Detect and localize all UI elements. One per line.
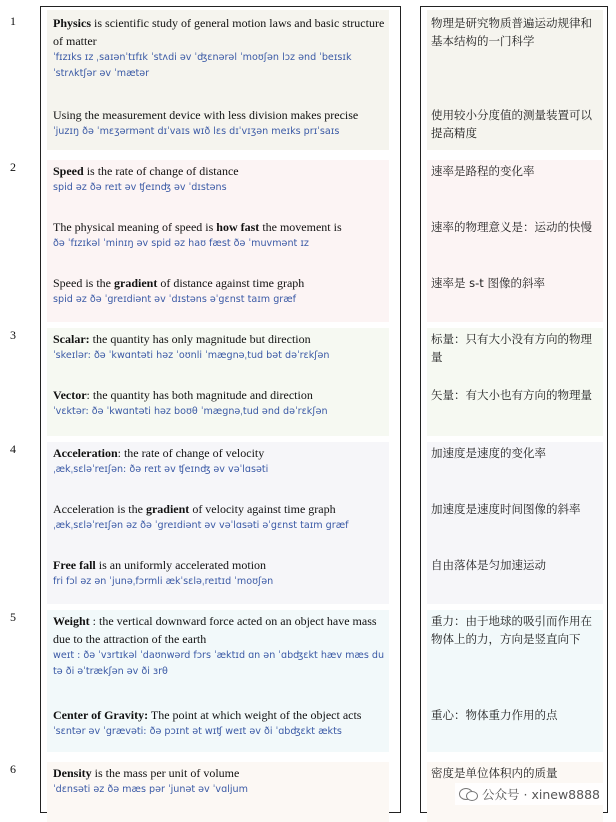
row-5-english-panel: [47, 610, 389, 752]
phonetic-transcription: ˌækˌsɛləˈreɪʃən: ðə reɪt əv ʧeɪnʤ əv vəˈlɑsəti: [53, 464, 269, 475]
row-2-english-panel: [47, 160, 389, 322]
chinese-text: 矢量：有大小也有方向的物理量: [431, 388, 592, 402]
phonetic-transcription: spid əz ðə reɪt əv ʧeɪnʤ əv ˈdɪstəns: [53, 182, 227, 193]
chinese-text: 速率是 s-t 图像的斜率: [431, 276, 545, 290]
chinese-text: 速率的物理意义是：运动的快慢: [431, 220, 592, 234]
entry-text: The physical meaning of speed is how fast the movement is: [53, 220, 342, 234]
entry-text: Free fall is an uniformly accelerated motion: [53, 558, 267, 572]
entry-4-1: [53, 444, 385, 478]
entry-3-2: [53, 386, 385, 420]
chinese-text: 重力：由于地球的吸引而作用在物体上的力，方向是竖直向下: [431, 614, 592, 646]
chinese-text: 密度是单位体积内的质量: [431, 766, 558, 780]
entry-text: Acceleration is the gradient of velocity against time graph: [53, 502, 336, 516]
row-4-chinese-panel: [427, 442, 603, 604]
entry-4-2: [53, 500, 385, 534]
row-number-5: 5: [10, 610, 16, 624]
entry-5-2: [53, 706, 385, 740]
phonetic-transcription: spid əz ðə ˈgreɪdiənt əv ˈdɪstəns əˈgɛnst taɪm græf: [53, 294, 297, 305]
entry-text: Center of Gravity: The point at which weight of the object acts: [53, 708, 362, 722]
entry-1-2: [53, 106, 385, 140]
row-number-3: 3: [10, 328, 16, 342]
row-number-4: 4: [10, 442, 16, 456]
entry-text: Speed is the gradient of distance against time graph: [53, 276, 305, 290]
row-5-chinese-panel: [427, 610, 603, 752]
phonetic-transcription: fri fɔl əz ən ˈjunəˌfɔrmli ækˈsɛləˌreɪtɪd ˈmoʊʃən: [53, 576, 274, 587]
row-6-english-panel: [47, 762, 389, 822]
chinese-text: 速率是路程的变化率: [431, 164, 535, 178]
chinese-text: 重心：物体重力作用的点: [431, 708, 558, 722]
phonetic-transcription: ˌækˌsɛləˈreɪʃən əz ðə ˈgreɪdiənt əv vəˈlɑsəti əˈgɛnst taɪm græf: [53, 520, 349, 531]
phonetic-transcription: ˈskeɪlər: ðə ˈkwɑntəti həz ˈoʊnli ˈmægnəˌtud bət dəˈrɛkʃən: [53, 350, 330, 361]
entry-text: Scalar: the quantity has only magnitude but direction: [53, 332, 311, 346]
chinese-column: [420, 6, 608, 813]
entry-2-3: [53, 274, 385, 308]
row-1-chinese-panel: [427, 10, 603, 150]
chinese-text: 自由落体是匀加速运动: [431, 558, 546, 572]
entry-text: Speed is the rate of change of distance: [53, 164, 239, 178]
phonetic-transcription: ˈvɛktər: ðə ˈkwɑntəti həz boʊθ ˈmægnəˌtud ənd dəˈrɛkʃən: [53, 406, 328, 417]
entry-3-1: [53, 330, 385, 364]
entry-4-3: [53, 556, 385, 590]
wechat-icon: [459, 787, 477, 801]
row-number-2: 2: [10, 160, 16, 174]
entry-text: Using the measurement device with less division makes precise: [53, 108, 359, 122]
chinese-text: 使用较小分度值的测量装置可以提高精度: [431, 108, 592, 140]
entry-6-1: [53, 764, 385, 798]
row-3-chinese-panel: [427, 328, 603, 436]
row-2-chinese-panel: [427, 160, 603, 322]
phonetic-transcription: ˈjuzɪŋ ðə ˈmɛʒərmənt dɪˈvaɪs wɪð lɛs dɪˈvɪʒən meɪks prɪˈsaɪs: [53, 126, 340, 137]
entry-2-2: [53, 218, 385, 252]
watermark: [455, 783, 604, 805]
chinese-text: 标量：只有大小没有方向的物理量: [431, 332, 592, 364]
phonetic-transcription: ˈdɛnsəti əz ðə mæs pər ˈjunət əv ˈvɑljum: [53, 784, 248, 795]
english-column: [40, 6, 401, 813]
watermark-text: 公众号 · xinew8888: [482, 787, 600, 802]
phonetic-transcription: ðə ˈfɪzɪkəl ˈminɪŋ əv spid əz haʊ fæst ðə ˈmuvmənt ɪz: [53, 238, 309, 249]
entry-5-1: [53, 612, 385, 680]
row-4-english-panel: [47, 442, 389, 604]
entry-text: Vector: the quantity has both magnitude and direction: [53, 388, 313, 402]
chinese-text: 物理是研究物质普遍运动规律和基本结构的一门科学: [431, 16, 592, 48]
row-3-english-panel: [47, 328, 389, 436]
phonetic-transcription: ˈsɛntər əv ˈgrævəti: ðə pɔɪnt ət wɪʧ weɪt əv ði ˈɑbʤɛkt ækts: [53, 726, 342, 737]
entry-text: Density is the mass per unit of volume: [53, 766, 240, 780]
phonetic-transcription: ˈfɪzɪks ɪz ˌsaɪənˈtɪfɪk ˈstʌdi əv ˈʤɛnərəl ˈmoʊʃən lɔz ənd ˈbeɪsɪk ˈstrʌktʃər əv ˈmætər: [53, 52, 352, 79]
chinese-text: 加速度是速度的变化率: [431, 446, 546, 460]
row-1-english-panel: [47, 10, 389, 150]
entry-text: Physics is scientific study of general motion laws and basic structure of matter: [53, 16, 385, 48]
row-number-1: 1: [10, 14, 16, 28]
phonetic-transcription: weɪt : ðə ˈvɜrtɪkəl ˈdaʊnwərd fɔrs ˈæktɪd ɑn ən ˈɑbʤɛkt hæv mæs du tə ði əˈtrækʃən əv ði ɜrθ: [53, 650, 385, 677]
entry-1-1: [53, 14, 385, 82]
row-number-6: 6: [10, 762, 16, 776]
entry-text: Weight : the vertical downward force acted on an object have mass due to the attraction of the earth: [53, 614, 377, 646]
entry-2-1: [53, 162, 385, 196]
chinese-text: 加速度是速度时间图像的斜率: [431, 502, 581, 516]
entry-text: Acceleration: the rate of change of velocity: [53, 446, 265, 460]
